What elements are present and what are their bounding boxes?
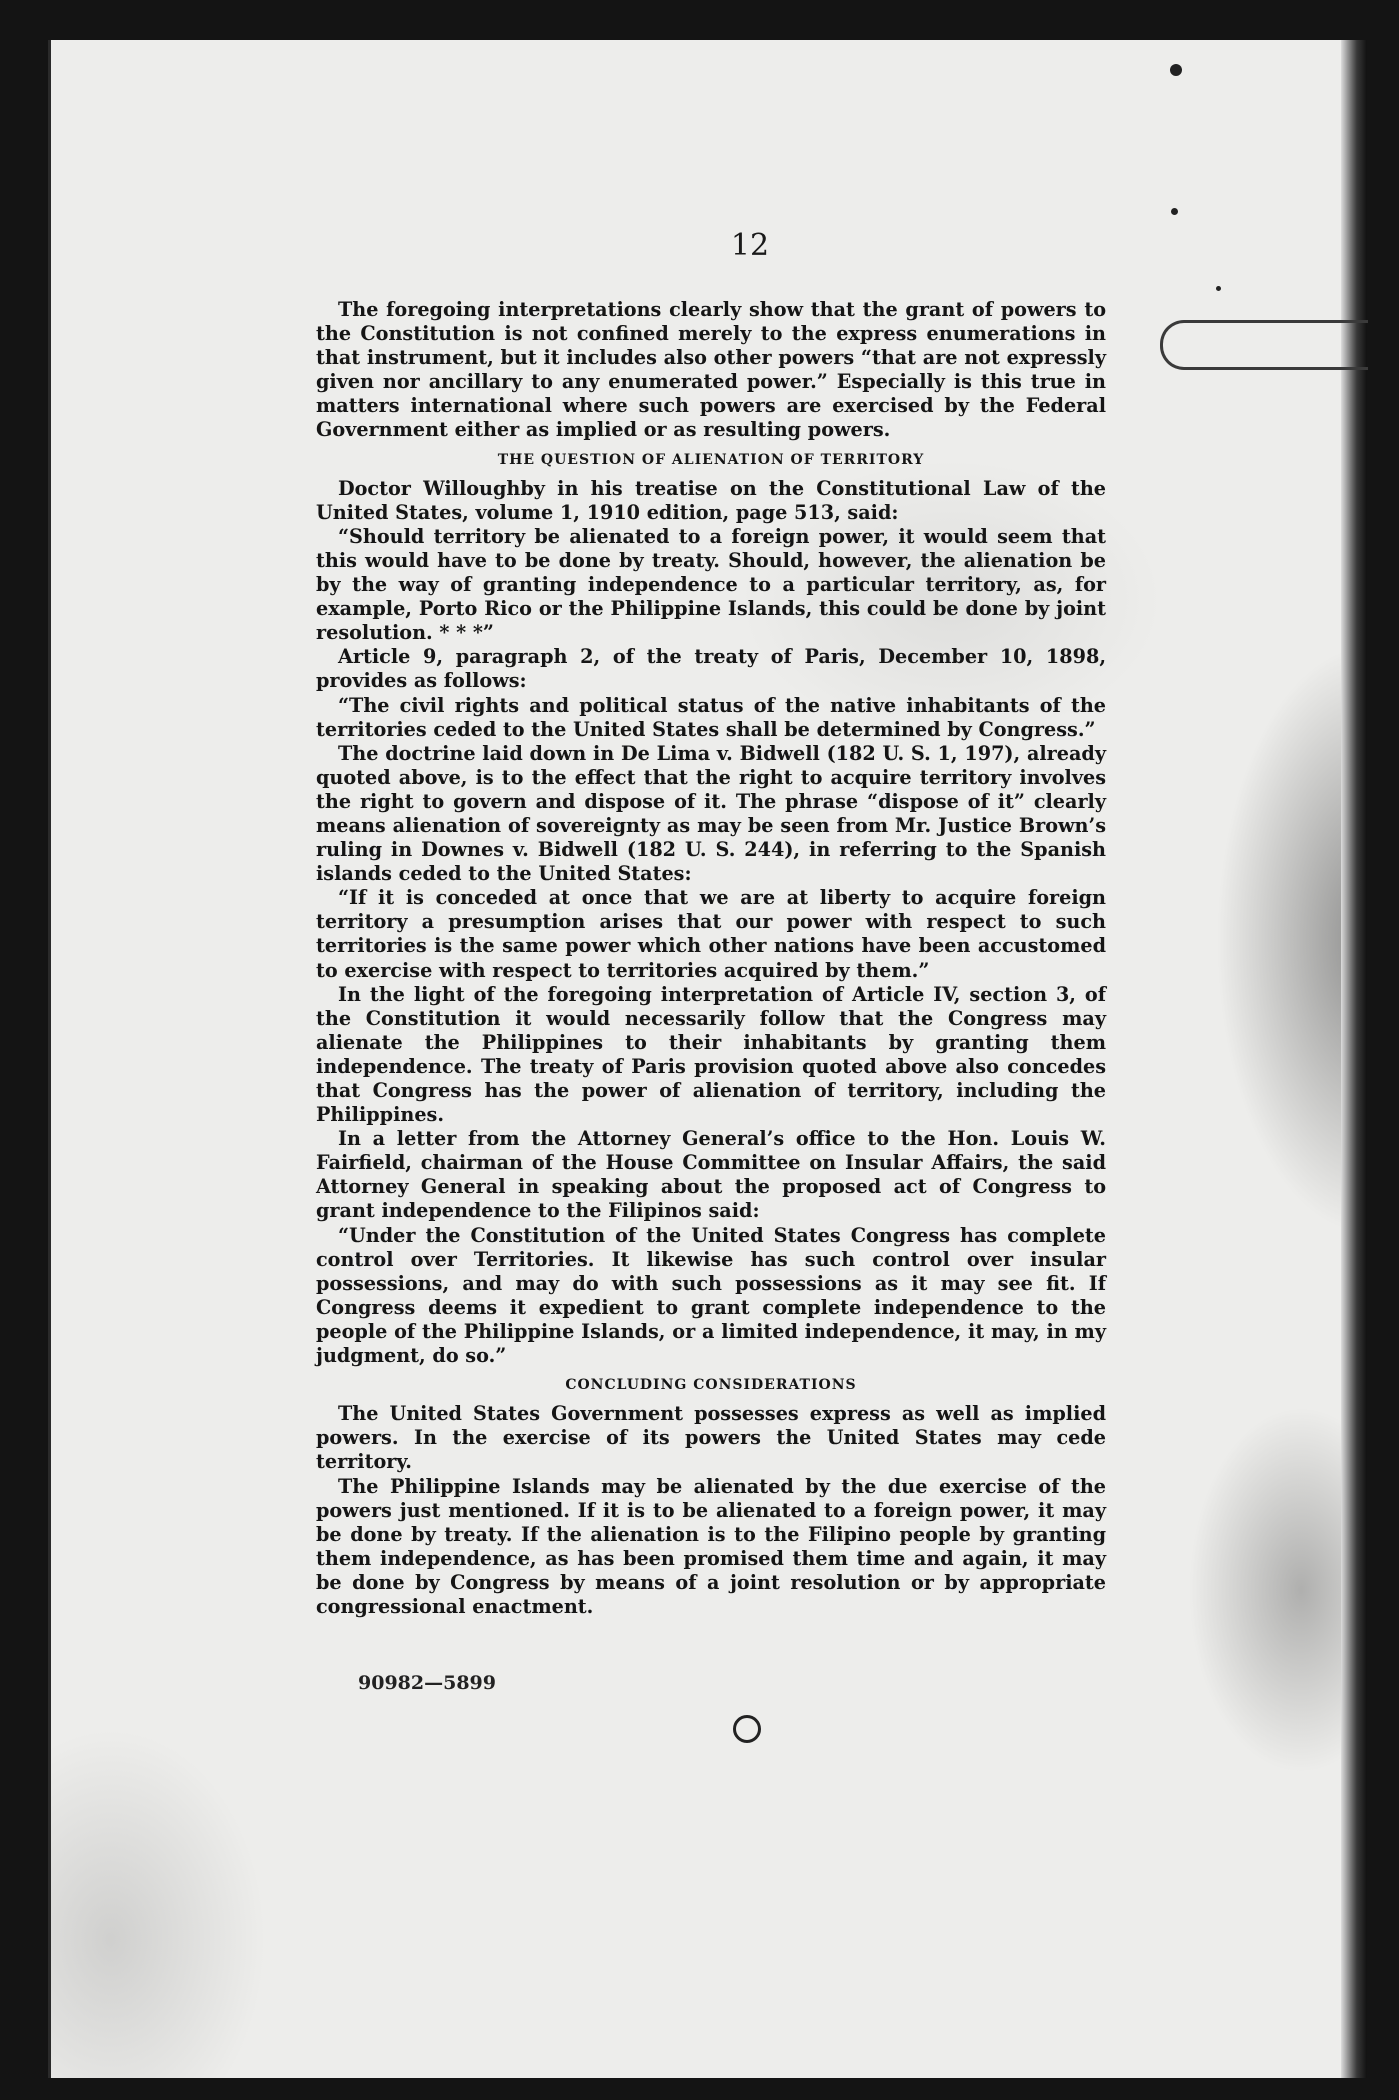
section-heading: CONCLUDING CONSIDERATIONS (565, 1377, 857, 1394)
punch-hole (733, 1715, 761, 1743)
print-code: 90982—5899 (358, 1672, 496, 1694)
ink-speck (1171, 208, 1178, 215)
ink-speck (1216, 286, 1221, 291)
body-paragraph: In the light of the foregoing interpretation of Article IV, section 3, of the Constitution it would necessarily follow that the Congress may alienate the Philippines to their inhabitants by granting them independence. The treaty of Paris provision quoted above also concedes that Congress has the power of alienation of territory, including the Philippines. (316, 982, 1106, 1127)
body-paragraph: The doctrine laid down in De Lima v. Bidwell (182 U. S. 1, 197), already quoted above, is to the effect that the right to acquire territory involves the right to govern and dispose of it. The phrase “dispose of it” clearly means alienation of sovereignty as may be seen from Mr. Justice Brown’s ruling in Downes v. Bidwell (182 U. S. 244), in referring to the Spanish islands ceded to the United States: (316, 741, 1106, 886)
quoted-paragraph: “The civil rights and political status of the native inhabitants of the territories ceded to the United States shall be determined by Congress.” (316, 693, 1106, 741)
body-paragraph: The Philippine Islands may be alienated by the due exercise of the powers just mentioned. If it is to be alienated to a foreign power, it may be done by treaty. If the alienation is to the Filipino people by granting them independence, as has been promised them time and again, it may be done by Congress by means of a joint resolution or by appropriate congressional enactment. (316, 1474, 1106, 1618)
quoted-paragraph: “Under the Constitution of the United States Congress has complete control over Territories. It likewise has such control over insular possessions, and may do with such possessions as it may see fit. If Congress deems it expedient to grant complete independence to the people of the Philippine Islands, or a limited independence, it may, in my judgment, do so.” (316, 1223, 1106, 1368)
body-paragraph: Article 9, paragraph 2, of the treaty of Paris, December 10, 1898, provides as follows: (316, 645, 1106, 693)
paper-clip-mark (1160, 320, 1368, 370)
document-body (316, 298, 1106, 1619)
ink-speck (1170, 64, 1182, 76)
quoted-paragraph: “Should territory be alienated to a foreign power, it would seem that this would have to be done by treaty. Should, however, the alienation be by the way of granting independence to a particular territory, as, for example, Porto Rico or the Philippine Islands, this could be done by joint resolution. * * *” (316, 524, 1106, 645)
page-number: 12 (730, 228, 770, 263)
body-paragraph: Doctor Willoughby in his treatise on the Constitutional Law of the United States, volume 1, 1910 edition, page 513, said: (316, 476, 1106, 524)
body-paragraph: In a letter from the Attorney General’s office to the Hon. Louis W. Fairfield, chairman of the House Committee on Insular Affairs, the said Attorney General in speaking about the proposed act of Congress to grant independence to the Filipinos said: (316, 1127, 1106, 1223)
body-paragraph: The United States Government possesses express as well as implied powers. In the exercise of its powers the United States may cede territory. (316, 1402, 1106, 1474)
quoted-paragraph: “If it is conceded at once that we are at liberty to acquire foreign territory a presumption arises that our power with respect to such territories is the same power which other nations have been accustomed to exercise with respect to territories acquired by them.” (316, 886, 1106, 982)
section-heading: THE QUESTION OF ALIENATION OF TERRITORY (497, 451, 925, 468)
body-paragraph: The foregoing interpretations clearly show that the grant of powers to the Constitution is not confined merely to the express enumerations in that instrument, but it includes also other powers “that are not expressly given nor ancillary to any enumerated power.” Especially is this true in matters international where such powers are exercised by the Federal Government either as implied or as resulting powers. (316, 298, 1106, 442)
